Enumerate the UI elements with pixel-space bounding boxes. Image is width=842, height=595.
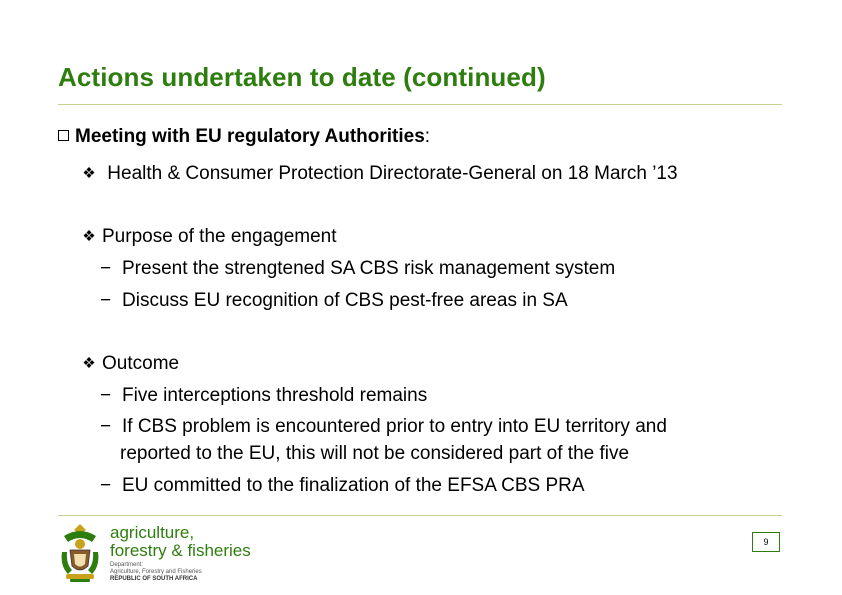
logo-sub-3: REPUBLIC OF SOUTH AFRICA bbox=[110, 576, 198, 582]
page-number: 9 bbox=[752, 532, 780, 552]
outcome-item bbox=[100, 416, 667, 438]
logo-line-1: agriculture, bbox=[110, 523, 195, 542]
logo-sub-1: Department: bbox=[110, 562, 144, 568]
purpose-heading bbox=[80, 226, 337, 248]
coat-of-arms-icon bbox=[58, 522, 102, 584]
sub-item-directorate bbox=[80, 163, 678, 185]
logo-sub-2: Agriculture, Forestry and Fisheries bbox=[110, 569, 202, 575]
dash-bullet-icon: − bbox=[100, 385, 112, 406]
outcome-item-text: Five interceptions threshold remains bbox=[122, 385, 428, 406]
diamond-bullet-icon: ❖ bbox=[82, 228, 96, 245]
purpose-item-text: Discuss EU recognition of CBS pest-free areas in SA bbox=[122, 290, 568, 311]
department-logo bbox=[58, 522, 258, 584]
main-heading-text: Meeting with EU regulatory Authorities bbox=[75, 126, 425, 147]
dash-bullet-icon: − bbox=[100, 416, 112, 437]
outcome-heading bbox=[80, 353, 179, 375]
dash-bullet-icon: − bbox=[100, 258, 112, 279]
outcome-label: Outcome bbox=[102, 353, 180, 374]
title-divider bbox=[58, 104, 782, 105]
slide-title: Actions undertaken to date (continued) bbox=[58, 62, 546, 92]
logo-wordmark bbox=[110, 524, 251, 560]
dash-bullet-icon: − bbox=[100, 290, 112, 311]
diamond-bullet-icon: ❖ bbox=[82, 165, 96, 182]
outcome-item bbox=[100, 385, 427, 407]
sub-item-text: Health & Consumer Protection Directorate-General on 18 March ’13 bbox=[107, 163, 678, 184]
outcome-item bbox=[100, 475, 585, 497]
main-heading bbox=[58, 126, 430, 148]
logo-line-2: forestry & fisheries bbox=[110, 541, 251, 560]
purpose-item bbox=[100, 290, 568, 312]
main-heading-colon: : bbox=[424, 126, 431, 147]
checkbox-bullet-icon bbox=[58, 130, 69, 141]
purpose-item bbox=[100, 258, 615, 280]
outcome-item-continuation: reported to the EU, this will not be considered part of the five bbox=[120, 443, 630, 464]
dash-bullet-icon: − bbox=[100, 475, 112, 496]
purpose-item-text: Present the strengtened SA CBS risk management system bbox=[122, 258, 616, 279]
purpose-label: Purpose of the engagement bbox=[102, 226, 337, 247]
logo-subtext bbox=[110, 562, 202, 583]
outcome-item-text: If CBS problem is encountered prior to entry into EU territory and bbox=[122, 416, 667, 437]
footer-divider bbox=[58, 515, 782, 516]
diamond-bullet-icon: ❖ bbox=[82, 355, 96, 372]
outcome-item-text: EU committed to the finalization of the EFSA CBS PRA bbox=[122, 475, 585, 496]
